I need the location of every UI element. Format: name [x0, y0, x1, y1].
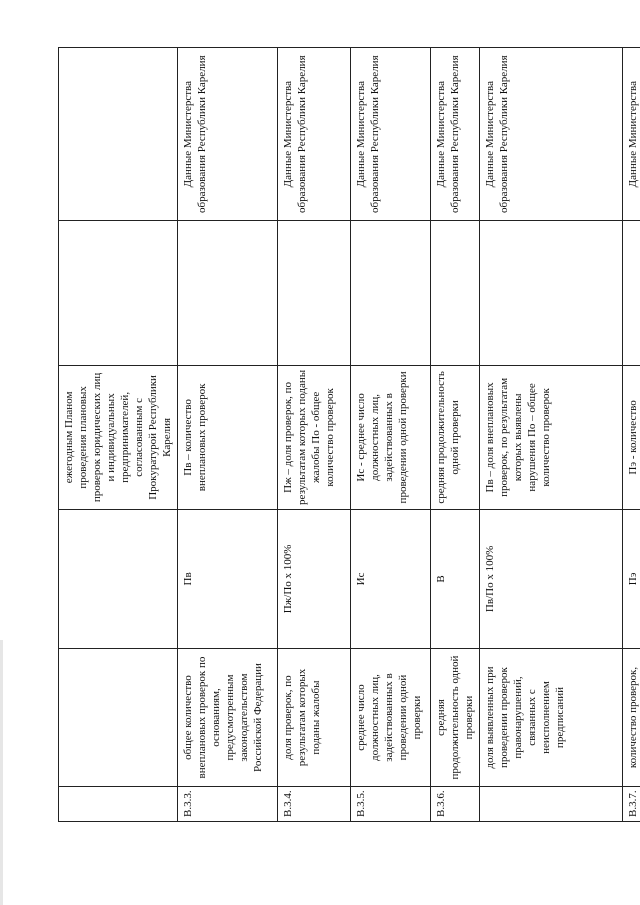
table-row — [351, 48, 431, 822]
row-code — [480, 787, 623, 822]
row-indicator: средняя продолжительность одной проверки — [431, 648, 480, 787]
row-formula: Ис — [351, 510, 431, 649]
row-source: Данные Министерства образования Республики Карелия — [351, 48, 431, 221]
row-description: Пв – количество внеплановых проверок — [178, 365, 278, 509]
row-indicator: среднее число должностных лиц, задействованных в проведении одной проверки — [351, 648, 431, 787]
row-indicator: общее количество внеплановых проверок по основаниям, предусмотренным законодательством Российской Федерации — [178, 648, 278, 787]
table-row — [480, 48, 623, 822]
row-code: В.3.5. — [351, 787, 431, 822]
row-description: Ис - среднее число должностных лиц, задействованных в проведении одной проверки — [351, 365, 431, 509]
row-description: Пэ - количество — [623, 365, 640, 509]
row-source: Данные Министерства — [623, 48, 640, 221]
row-indicator: количество проверок, — [623, 648, 640, 787]
table-row — [59, 48, 178, 822]
row-code: В.3.6. — [431, 787, 480, 822]
row-description: ежегодным Планом проведения плановых проверок юридических лиц и индивидуальных предпринимателей, согласованным с Прокуратурой Республики Карелия — [59, 365, 178, 509]
row-indicator: доля проверок, по результатам которых поданы жалобы — [278, 648, 351, 787]
table-row — [278, 48, 351, 822]
row-formula: Пв/По х 100% — [480, 510, 623, 649]
row-source: Данные Министерства образования Республики Карелия — [178, 48, 278, 221]
row-source: Данные Министерства образования Республики Карелия — [480, 48, 623, 221]
row-extra — [480, 221, 623, 365]
row-description: Пж – доля проверок, по результатам которых поданы жалобы По - общее количество проверок — [278, 365, 351, 509]
row-formula: В — [431, 510, 480, 649]
table-row — [431, 48, 480, 822]
row-formula: Пж/По х 100% — [278, 510, 351, 649]
row-extra — [431, 221, 480, 365]
row-code: В.3.4. — [278, 787, 351, 822]
row-formula — [59, 510, 178, 649]
row-code: В.3.3. — [178, 787, 278, 822]
rotated-table-wrapper — [58, 47, 639, 822]
row-code — [59, 787, 178, 822]
scan-edge-divider — [0, 640, 3, 905]
table-row — [623, 48, 640, 822]
indicators-table — [58, 47, 640, 822]
row-extra — [351, 221, 431, 365]
row-indicator — [59, 648, 178, 787]
row-description: средняя продолжительность одной проверки — [431, 365, 480, 509]
row-extra — [178, 221, 278, 365]
row-source — [59, 48, 178, 221]
row-extra — [623, 221, 640, 365]
row-indicator: доля выявленных при проведении проверок правонарушений, связанных с неисполнением предписаний — [480, 648, 623, 787]
row-extra — [59, 221, 178, 365]
row-code: В.3.7. — [623, 787, 640, 822]
table-row — [178, 48, 278, 822]
row-source: Данные Министерства образования Республики Карелия — [431, 48, 480, 221]
row-formula: Пв — [178, 510, 278, 649]
row-description: Пв – доля внеплановых проверок, по результатам которых выявлены нарушения По – общее количество проверок — [480, 365, 623, 509]
row-extra — [278, 221, 351, 365]
row-source: Данные Министерства образования Республики Карелия — [278, 48, 351, 221]
row-formula: Пэ — [623, 510, 640, 649]
